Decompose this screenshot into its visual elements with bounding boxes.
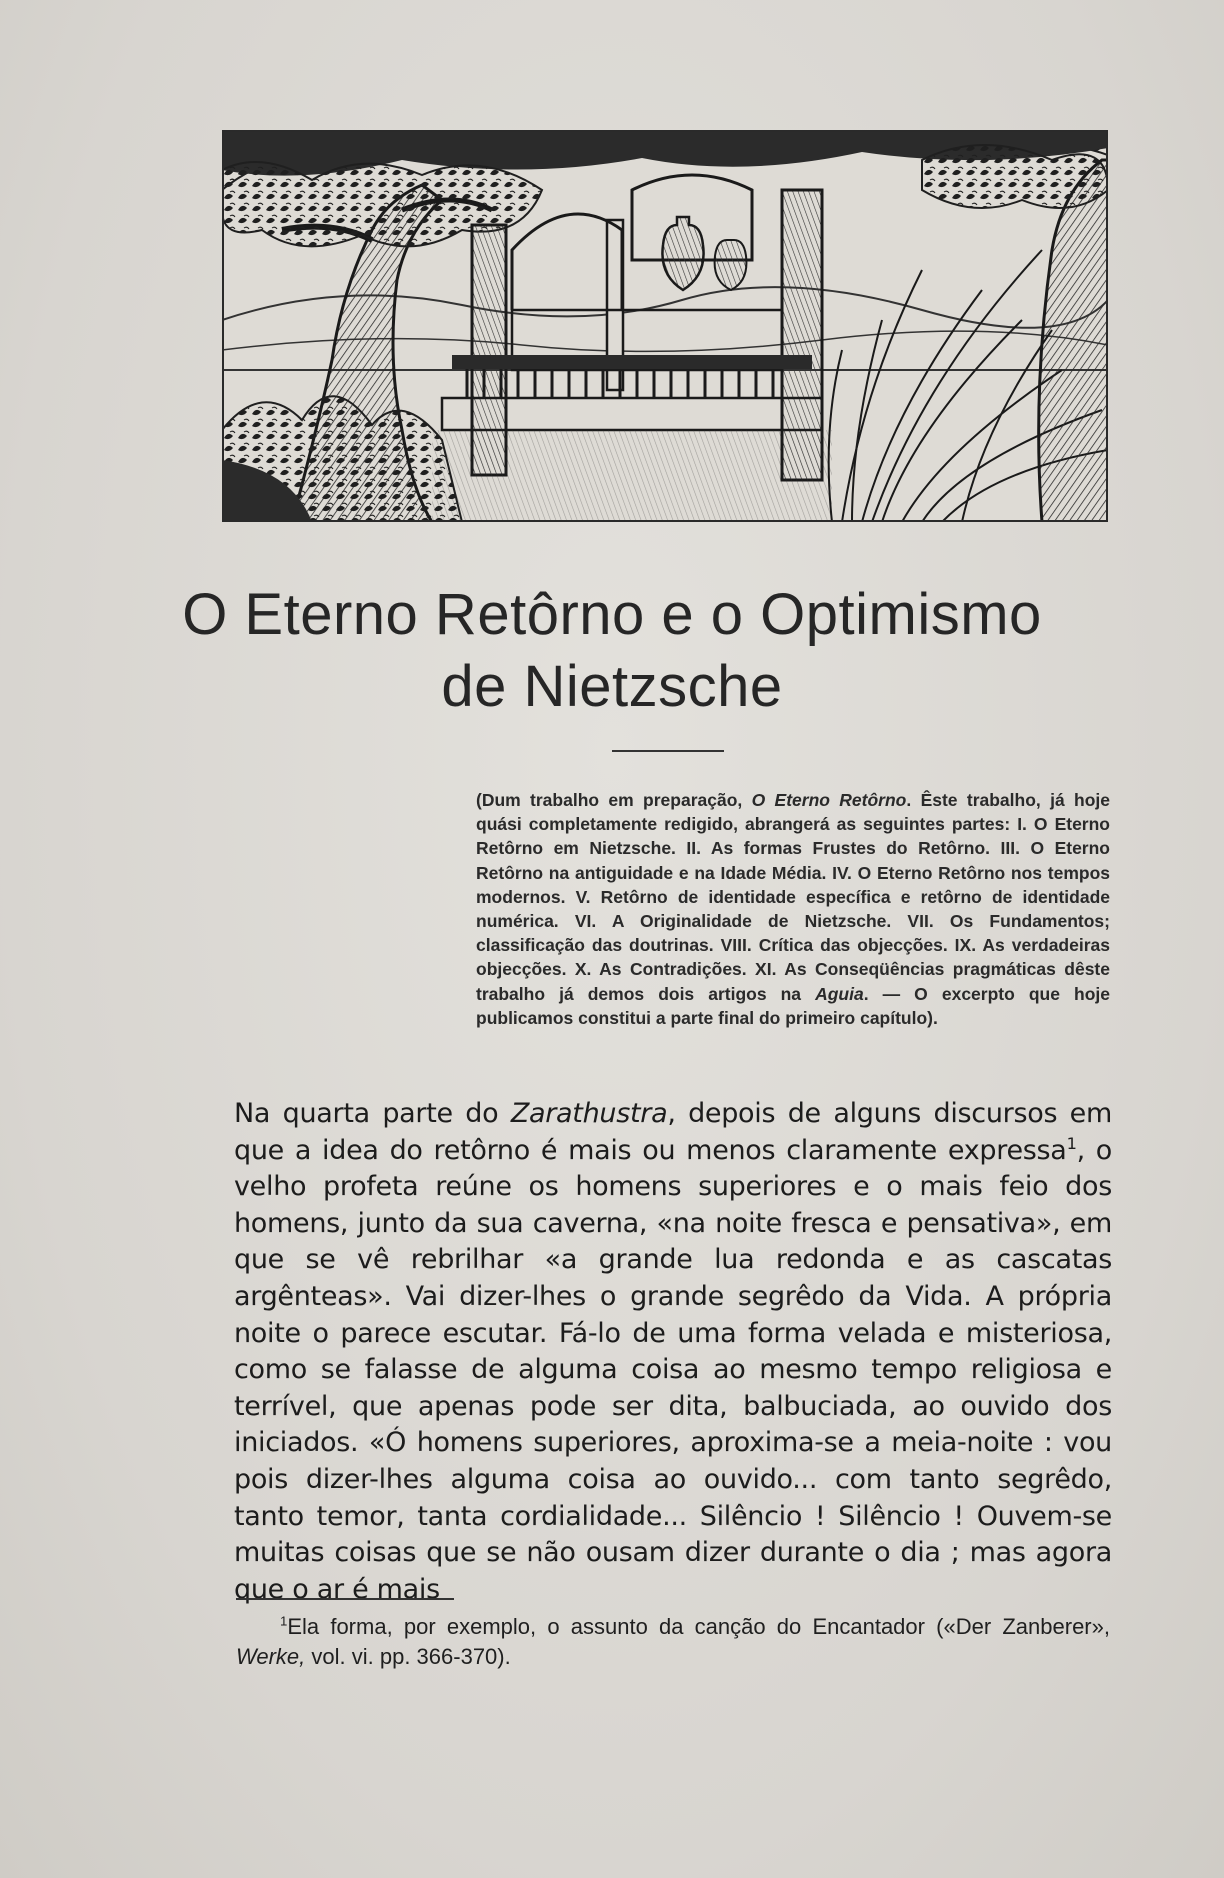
footnote-work-title: Werke, <box>236 1644 306 1669</box>
footnote-text-end: vol. vi. pp. 366-370). <box>305 1644 511 1669</box>
body-text-start: Na quarta parte do <box>234 1098 511 1129</box>
note-work-title: O Eterno Retôrno <box>751 790 907 810</box>
footnote-text-start: Ela forma, por exemplo, o assunto da canção do Encantador («Der Zanberer», <box>287 1614 1110 1639</box>
note-journal-title: Aguia <box>815 983 864 1004</box>
note-text-end: . — O excerpto que hoje publicamos constitui a parte final do primeiro capítulo). <box>476 983 1110 1028</box>
footnote-reference: 1 <box>1066 1133 1077 1153</box>
article-title-line-2: de Nietzsche <box>441 654 783 719</box>
footnote-divider <box>236 1598 454 1600</box>
body-work-title: Zarathustra <box>510 1098 668 1129</box>
footnote-mark: 1 <box>280 1613 288 1629</box>
body-text-middle: , depois de alguns discursos em que a idea do retôrno é mais ou menos claramente expressa <box>234 1098 1112 1166</box>
note-text-middle: . Êste trabalho, já hoje quási completamente redigido, abrangerá as seguintes partes: I. O Eterno Retôrno em Nietzsche. II. As formas Frustes do Retôrno. III. O Eterno Retôrno na antiguidade e na Idade Média. IV. O Eterno Retôrno nos tempos modernos. V. Retôrno de identidade específica e retôrno de identidade numérica. VI. A Originalidade de Nietzsche. VII. Os Fundamentos; classificação das doutrinas. VIII. Crítica das objecções. IX. As verdadeiras objecções. X. As Contradições. XI. As Conseqüências pragmáticas dêste trabalho já demos dois artigos na <box>476 790 1110 1004</box>
garden-woodcut-image <box>222 130 1108 522</box>
editorial-note <box>476 788 1110 1030</box>
woodcut-illustration <box>222 130 1108 522</box>
title-divider <box>612 750 724 752</box>
body-paragraph <box>234 1096 1112 1608</box>
footnote <box>236 1612 1110 1672</box>
article-title-line-1: O Eterno Retôrno e o Optimismo <box>182 582 1042 647</box>
body-text-end: , o velho profeta reúne os homens superiores e o mais feio dos homens, junto da sua caverna, «na noite fresca e pensativa», em que se vê rebrilhar «a grande lua redonda e as cascatas argênteas». Vai dizer-lhes o grande segrêdo da Vida. A própria noite o parece escutar. Fá-lo de uma forma velada e misteriosa, como se falasse de alguma coisa ao mesmo tempo religiosa e terrível, que apenas pode ser dita, balbuciada, ao ouvido dos iniciados. «Ó homens superiores, aproxima-se a meia-noite : vou pois dizer-lhes alguma coisa ao ouvido... com tanto segrêdo, tanto temor, tanta cordialidade... Silêncio ! Silêncio ! Ouvem-se muitas coisas que se não ousam dizer durante o dia ; mas agora que o ar é mais <box>234 1134 1112 1605</box>
note-text-start: (Dum trabalho em preparação, <box>476 790 752 810</box>
